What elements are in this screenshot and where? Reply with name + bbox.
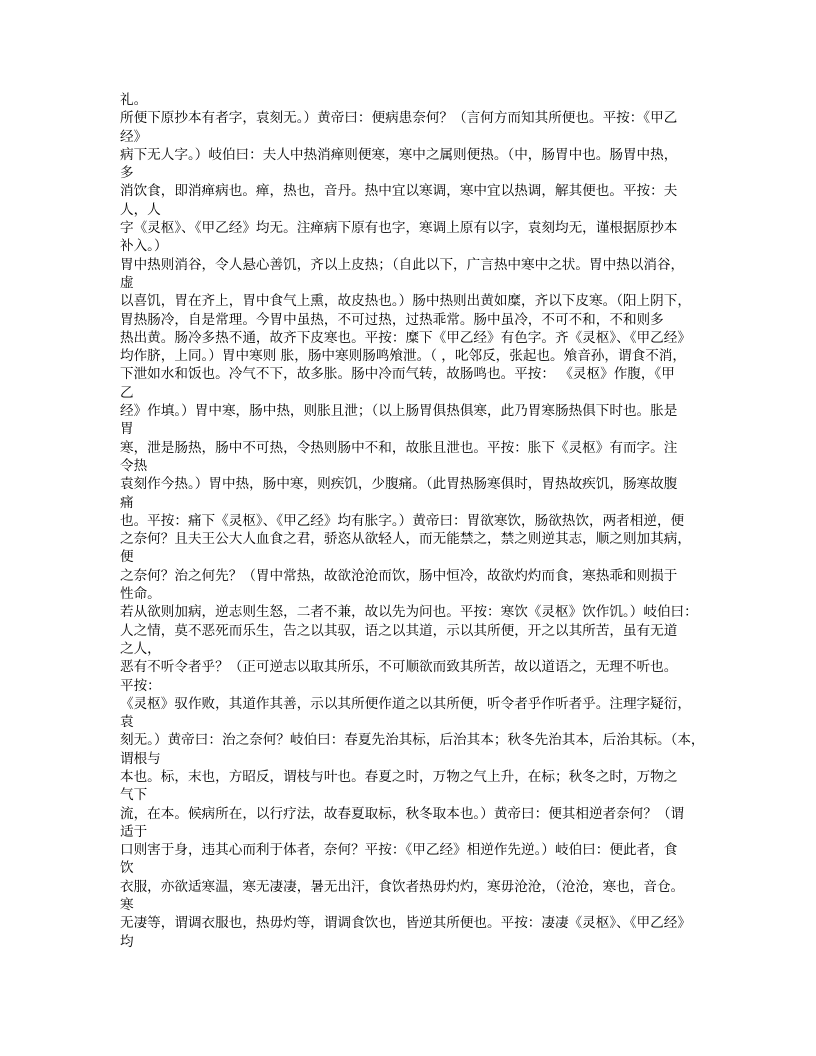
text-line: 若从欲则加病，逆志则生怒，二者不兼，故以先为问也。平按：寒饮《灵枢》饮作饥。）岐伯曰： (120, 604, 698, 621)
text-line: 病下无人字。）岐伯曰：夫人中热消瘅则便寒，寒中之属则便热。（中，肠胃中也。肠胃中热， (120, 146, 678, 163)
text-line: 补入。） (120, 238, 168, 255)
text-line: 饮 (120, 860, 134, 877)
text-line: 热出黄。肠冷多热不通，故齐下皮寒也。平按：糜下《甲乙经》有色字。齐《灵枢》、《甲乙经》 (120, 329, 691, 346)
text-line: 之奈何？且夫王公大人血食之君，骄恣从欲轻人，而无能禁之，禁之则逆其志，顺之则加其病， (120, 531, 691, 548)
text-line: 乙 (120, 384, 134, 401)
text-line: 人之情，莫不恶死而乐生，告之以其驭，语之以其道，示以其所便，开之以其所苦，虽有无道 (120, 622, 678, 639)
text-line: 袁 (120, 714, 134, 731)
text-line: 所便下原抄本有者字，袁刻无。）黄帝曰：便病患奈何？（言何方而知其所便也。平按：《甲乙 (120, 110, 678, 127)
body-text (120, 91, 705, 951)
text-line: 刻无。）黄帝曰：治之奈何？岐伯曰：春夏先治其标，后治其本；秋冬先治其本，后治其标。（本， (120, 732, 705, 749)
text-line: 以喜饥，胃在齐上，胃中食气上熏，故皮热也。）肠中热则出黄如糜，齐以下皮寒。（阳上阴下， (120, 293, 691, 310)
text-line: 袁刻作今热。）胃中热，肠中寒，则疾饥，少腹痛。（此胃热肠寒俱时，胃热故疾饥，肠寒故腹 (120, 476, 678, 493)
text-line: 流，在本。候病所在，以行疗法，故春夏取标，秋冬取本也。）黄帝曰：便其相逆者奈何？（谓 (120, 805, 685, 822)
text-line: 便 (120, 549, 134, 566)
text-line: 《灵枢》驭作败，其道作其善，示以其所便作道之以其所便，听令者乎作听者乎。注理字疑衍， (120, 695, 691, 712)
text-line: 令热 (120, 457, 148, 474)
text-line: 字《灵枢》、《甲乙经》均无。注瘅病下原有也字，寒调上原有以字，袁刻均无，谨根据原抄本 (120, 220, 678, 237)
text-line: 本也。标，末也，方昭反，谓枝与叶也。春夏之时，万物之气上升，在标；秋冬之时，万物之 (120, 768, 678, 785)
text-line: 衣服，亦欲适寒温，寒无凄凄，暑无出汗，食饮者热毋灼灼，寒毋沧沧，（沧沧，寒也，音仓。 (120, 878, 685, 895)
text-line: 均作脐，上同。）胃中寒则 胀，肠中寒则肠鸣飧泄。（ ，叱邻反，张起也。飧音孙，谓食不消， (120, 348, 686, 365)
text-line: 多 (120, 165, 134, 182)
text-line: 均 (120, 933, 134, 950)
text-line: 消饮食，即消瘅病也。瘅，热也，音丹。热中宜以寒调，寒中宜以热调，解其便也。平按：夫 (120, 183, 678, 200)
text-line: 气下 (120, 787, 148, 804)
text-line: 虚 (120, 274, 134, 291)
text-line: 无凄等，谓调衣服也，热毋灼等，谓调食饮也，皆逆其所便也。平按：凄凄《灵枢》、《甲乙经》 (120, 915, 691, 932)
text-line: 适于 (120, 823, 148, 840)
text-line: 痛 (120, 494, 134, 511)
text-line: 经》作填。）胃中寒，肠中热，则胀且泄；（以上肠胃俱热俱寒，此乃胃寒肠热俱下时也。胀是 (120, 403, 678, 420)
text-line: 人，人 (120, 201, 161, 218)
text-line: 也。平按：痛下《灵枢》、《甲乙经》均有胀字。）黄帝曰：胃欲寒饮，肠欲热饮，两者相逆，便 (120, 512, 685, 529)
text-line: 胃中热则消谷，令人悬心善饥，齐以上皮热；（自此以下，广言热中寒中之状。胃中热以消谷， (120, 256, 685, 273)
text-line: 胃热肠冷，自是常理。今胃中虽热，不可过热，过热乖常。肠中虽冷，不可不和，不和则多 (120, 311, 664, 328)
text-line: 性命。 (120, 586, 161, 603)
text-line: 谓根与 (120, 750, 161, 767)
text-line: 礼。 (120, 92, 148, 108)
text-line: 下泄如水和饭也。冷气不下，故多胀。肠中冷而气转，故肠鸣也。平按： 《灵枢》作腹，《甲 (120, 366, 675, 383)
text-line: 之奈何？治之何先？（胃中常热，故欲沧沧而饮，肠中恒冷，故欲灼灼而食，寒热乖和则损于 (120, 567, 678, 584)
text-line: 之人， (120, 640, 161, 657)
text-line: 恶有不听令者乎？（正可逆志以取其所乐，不可顺欲而致其所苦，故以道语之，无理不听也。 (120, 659, 678, 676)
text-line: 寒 (120, 897, 134, 914)
text-line: 经》 (120, 128, 148, 145)
text-line: 胃 (120, 421, 134, 438)
text-line: 寒，泄是肠热，肠中不可热，令热则肠中不和，故胀且泄也。平按：胀下《灵枢》有而字。注 (120, 439, 678, 456)
text-line: 口则害于身，违其心而利于体者，奈何？平按：《甲乙经》相逆作先逆。）岐伯曰：便此者，食 (120, 842, 678, 859)
text-line: 平按： (120, 677, 161, 694)
